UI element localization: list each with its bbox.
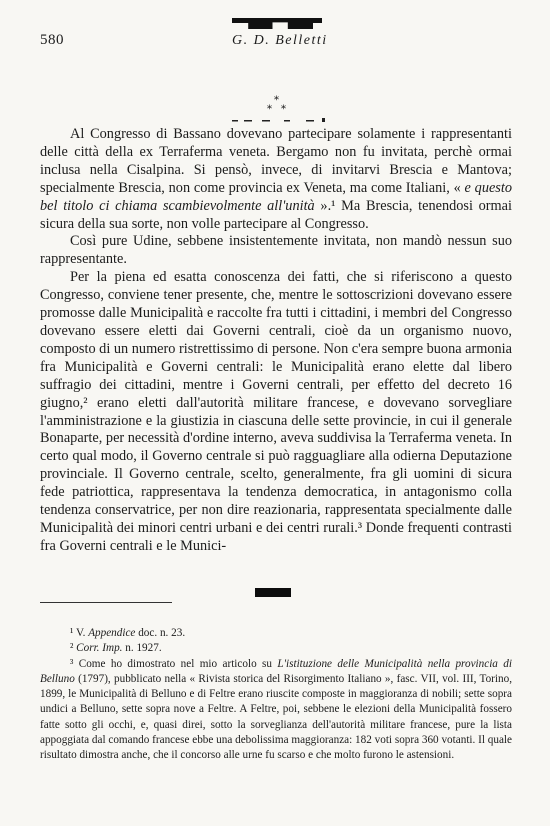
paragraph-1: Al Congresso di Bassano dovevano partecipare solamente i rappresentanti delle città della ex Terraferma veneta. Bergamo non fu invitata, perchè ormai inclusa nella Cisalpina. Si pensò, invece, di invitarvi Brescia e Mantova; specialmente Brescia, non come provincia ex Veneta, ma come Italiani, « e questo bel titolo ci chiama scambievolmente all'unità ».¹ Ma Brescia, tenendosi ormai sicura della sua sorte, non volle partecipare al Congresso. [40, 126, 512, 232]
paragraph-3: Per la piena ed esatta conoscenza dei fatti, che si riferiscono a questo Congresso, conviene tener presente, che, mentre le sottoscrizioni dovevano essere promosse dalle Municipalità e raccolte fra tutti i cittadini, i membri del Congresso dovevano essere eletti dai Governi centrali, cioè da un organismo nuovo, composto di un numero ristrettissimo di persone. Non c'era sempre buona armonia fra Municipalità e Governi centrali: le Municipalità erano elette dal libero suffragio dei cittadini, mentre i Governi centrali, per effetto del decreto 16 giugno,² erano eletti dall'autorità militare francese, e dovevano sorvegliare l'amministrazione e la giustizia in ciascuna delle sette provincie, in cui il generale Bonaparte, per necessità d'ordine interno, aveva suddivisa la Terraferma veneta. In certo qual modo, il Governo centrale si può ragguagliare alla odierna Deputazione provinciale. Il Governo centrale, scelto, generalmente, fra gli uomini di sicura fede patriottica, rappresentava la tendenza democratica, in antagonismo colla tendenza conservatrice, per non dire reazionaria, rappresentata specialmente dalle Municipalità dei minori centri urbani e dei centri rurali.³ Donde frequenti contrasti fra Governi centrali e le Munici- [40, 269, 512, 554]
footnote-3: ³ Come ho dimostrato nel mio articolo su L'istituzione delle Municipalità nella provincia di Belluno (1797), pubblicato nella « Rivista storica del Risorgimento Italiano », fasc. VII, vol. III, Torino, 1899, le Municipalità di Belluno e di Feltre erano riuscite composte in maggioranza di nobili; sette sopra undici a Belluno, sette sopra nove a Feltre. A Feltre, poi, sebbene le elezioni della Municipalità fossero fatte sotto gli occhi, e, quasi direi, sotto la sorveglianza dell'autorità militare francese, pure la lista appoggiata dal comando francese ebbe una debolissima maggioranza: 182 voti sopra 360 votanti. Il quale risultato dimostra anche, che il concorso alle urne fu scarso e che molto furono le astensioni. [40, 657, 512, 762]
footnote-2: ² Corr. Imp. n. 1927. [70, 642, 162, 655]
top-printing-mark [232, 18, 322, 29]
running-head: G. D. Belletti [232, 33, 328, 48]
svg-text:*: * [267, 104, 272, 115]
footnote-1: ¹ V. Appendice doc. n. 23. [70, 627, 186, 639]
svg-text:*: * [274, 95, 279, 106]
footnotes [40, 626, 512, 764]
footnote-rule [40, 602, 172, 603]
main-text [40, 126, 512, 556]
svg-text:*: * [281, 104, 286, 115]
ink-blot [255, 588, 291, 597]
section-rule-marks [232, 116, 352, 124]
page-number: 580 [40, 32, 64, 48]
section-asterism-icon [263, 95, 293, 115]
paragraph-2: Così pure Udine, sebbene insistentemente invitata, non mandò nessun suo rappresentante. [40, 233, 512, 268]
